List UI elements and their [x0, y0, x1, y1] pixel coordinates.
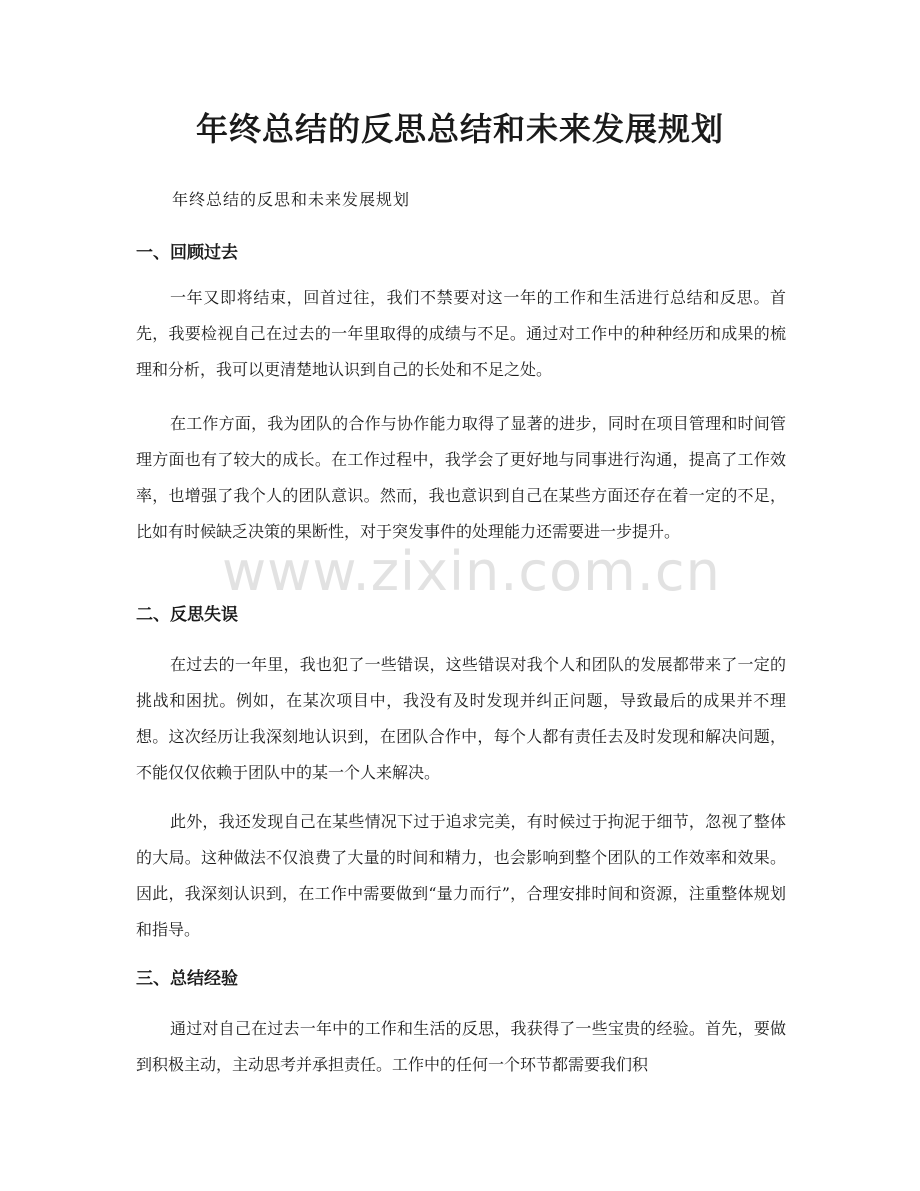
paragraph: 在过去的一年里，我也犯了一些错误，这些错误对我个人和团队的发展都带来了一定的挑战和困扰。例如，在某次项目中，我没有及时发现并纠正问题，导致最后的成果并不理想。这次经历让我深刻地认识到，在团队合作中，每个人都有责任去及时发现和解决问题，不能仅仅依赖于团队中的某一个人来解决。	[136, 655, 786, 782]
document-title: 年终总结的反思总结和未来发展规划	[195, 110, 724, 148]
document-subtitle: 年终总结的反思和未来发展规划	[172, 190, 411, 209]
paragraph: 一年又即将结束，回首过往，我们不禁要对这一年的工作和生活进行总结和反思。首先，我要检视自己在过去的一年里取得的成绩与不足。通过对工作中的种种经历和成果的梳理和分析，我可以更清楚地认识到自己的长处和不足之处。	[136, 288, 786, 379]
paragraph: 通过对自己在过去一年中的工作和生活的反思，我获得了一些宝贵的经验。首先，要做到积极主动，主动思考并承担责任。工作中的任何一个环节都需要我们积	[136, 1019, 786, 1074]
section-heading-reflection: 二、反思失误	[136, 605, 238, 625]
watermark-text: www.zixin.com.cn	[222, 540, 721, 603]
paragraph: 此外，我还发现自己在某些情况下过于追求完美，有时候过于拘泥于细节，忽视了整体的大局。这种做法不仅浪费了大量的时间和精力，也会影响到整个团队的工作效率和效果。因此，我深刻认识到，在工作中需要做到“量力而行”，合理安排时间和资源，注重整体规划和指导。	[136, 812, 786, 939]
section-heading-review: 一、回顾过去	[136, 243, 238, 263]
paragraph: 在工作方面，我为团队的合作与协作能力取得了显著的进步，同时在项目管理和时间管理方面也有了较大的成长。在工作过程中，我学会了更好地与同事进行沟通，提高了工作效率，也增强了我个人的团队意识。然而，我也意识到自己在某些方面还存在着一定的不足，比如有时候缺乏决策的果断性，对于突发事件的处理能力还需要进一步提升。	[136, 414, 786, 541]
section-heading-summary: 三、总结经验	[136, 969, 238, 989]
